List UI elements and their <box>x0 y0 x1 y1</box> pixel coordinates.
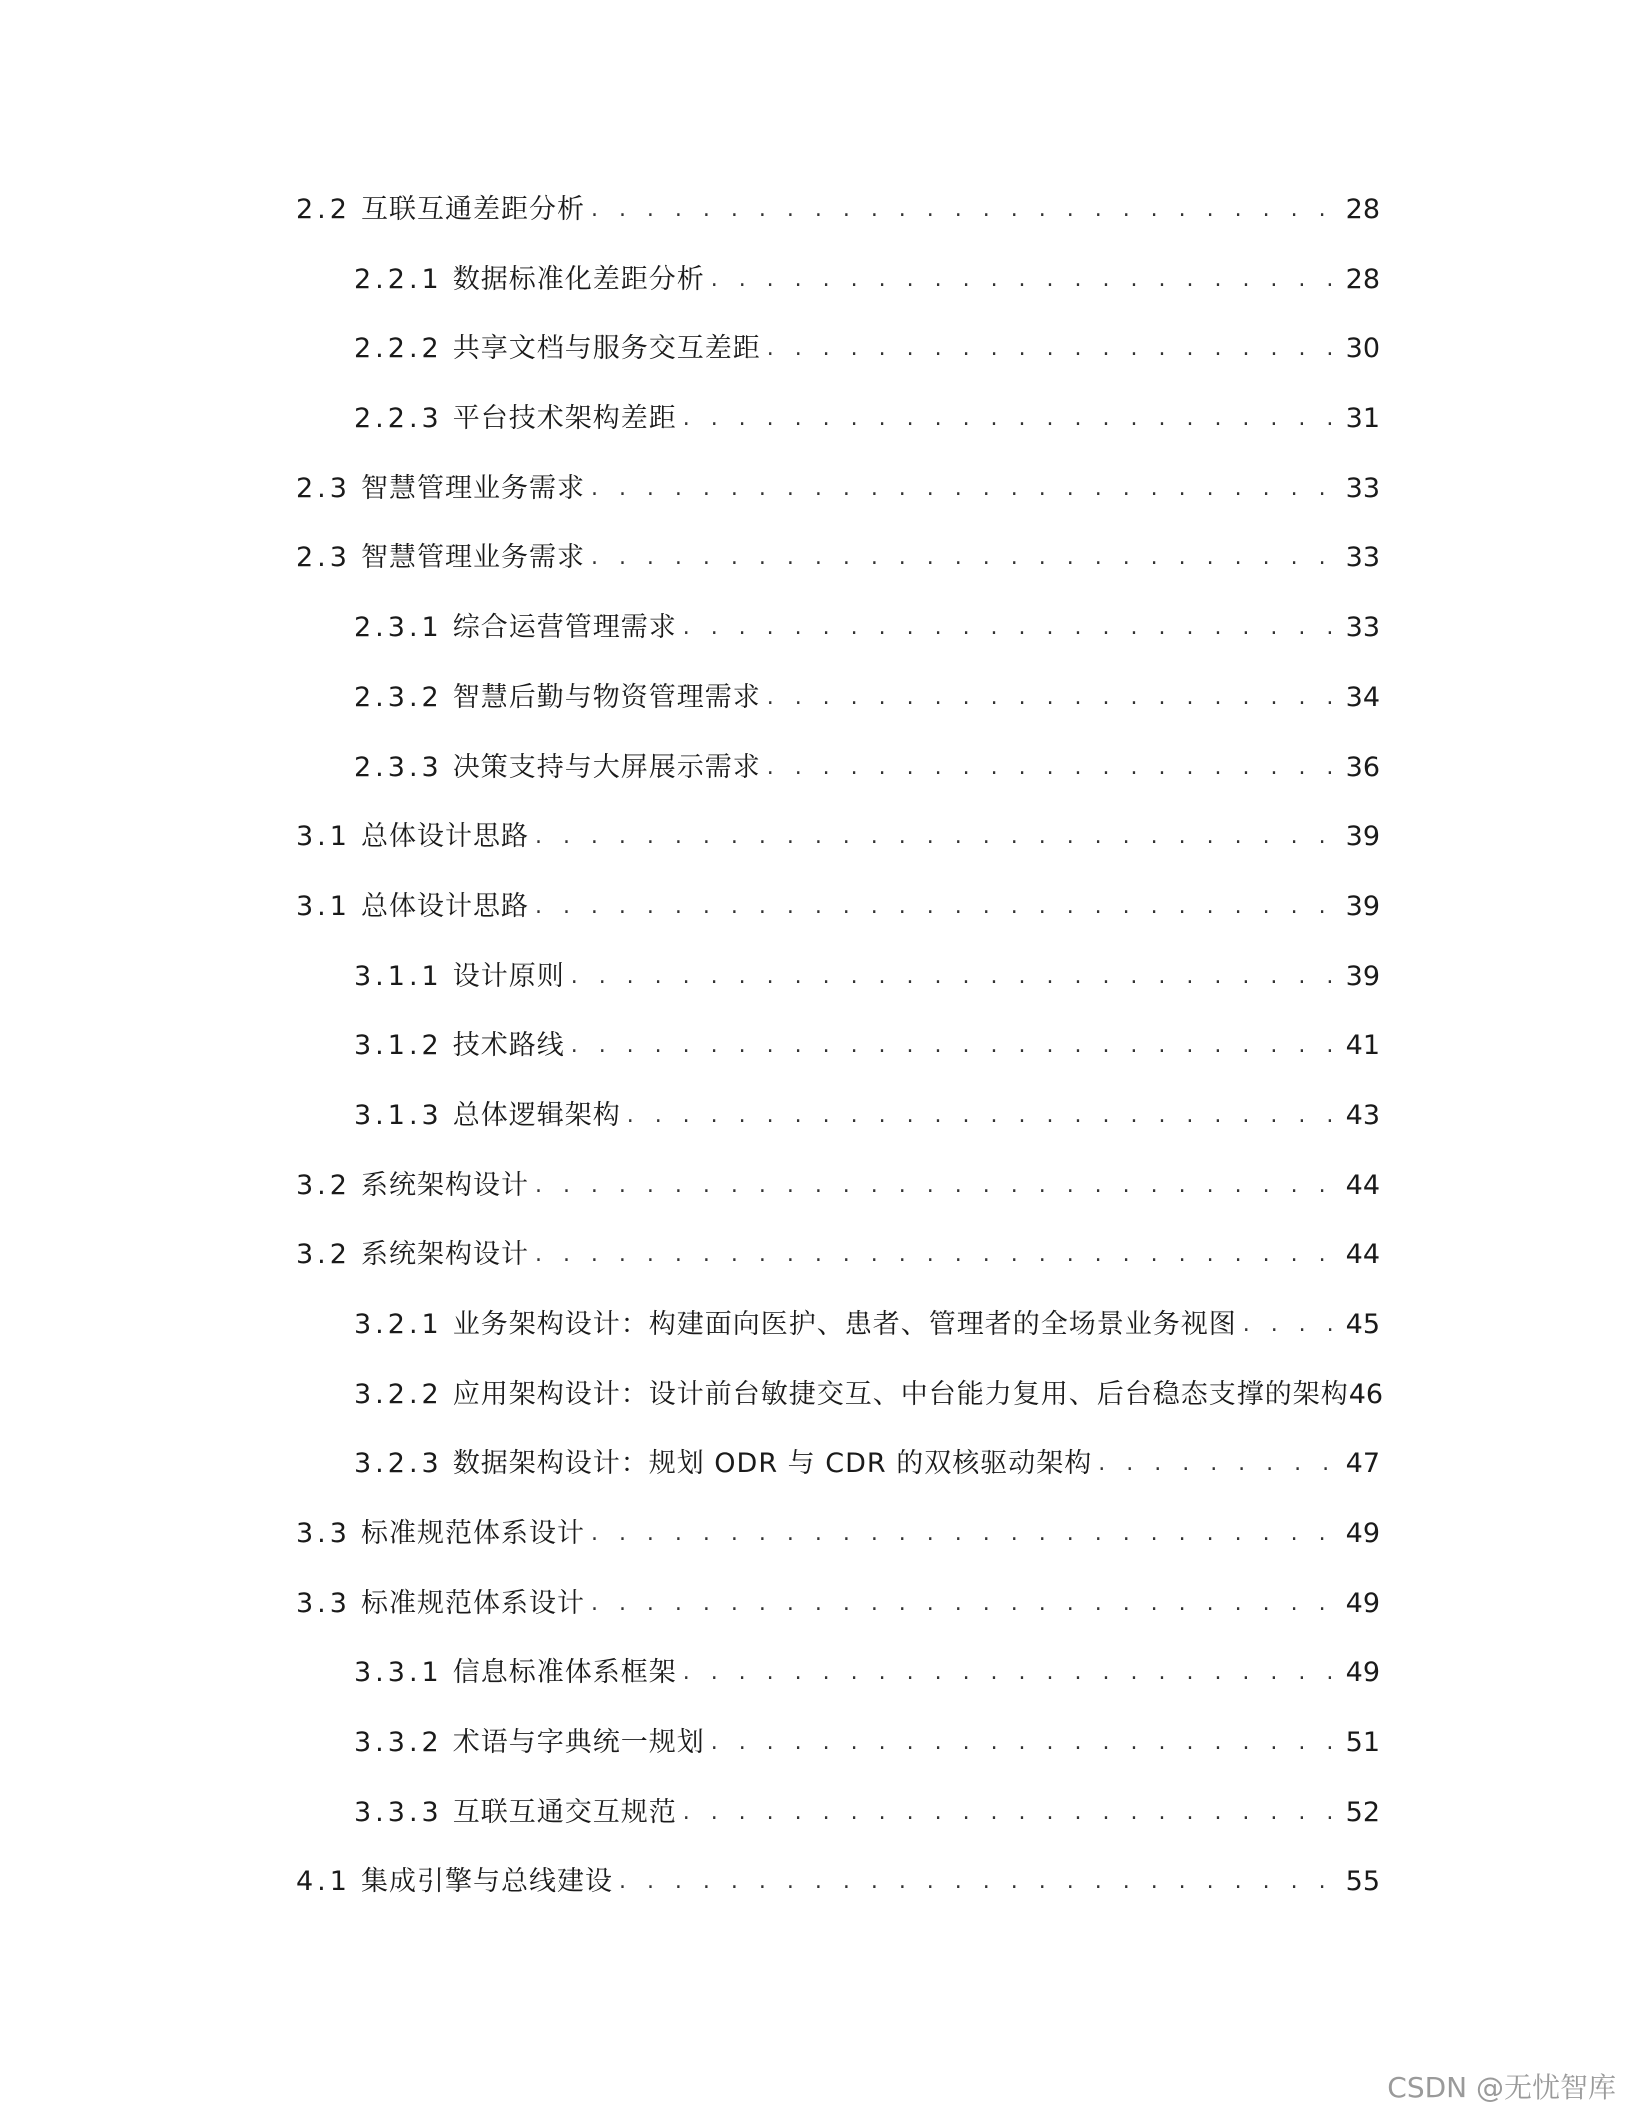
dot-leader <box>711 1723 1338 1763</box>
toc-entry[interactable] <box>354 1026 1380 1066</box>
toc-entry-title: 标准规范体系设计 <box>360 1518 585 1549</box>
toc-entry[interactable] <box>354 1653 1380 1693</box>
toc-entry[interactable] <box>296 190 1380 230</box>
dot-leader <box>591 1514 1338 1554</box>
toc-entry-number: 3.3.2 <box>354 1727 443 1758</box>
toc-entry-title: 技术路线 <box>452 1030 565 1061</box>
toc-entry[interactable] <box>354 608 1380 648</box>
dot-leader <box>767 329 1338 369</box>
dot-leader <box>591 469 1338 509</box>
watermark: CSDN @无忧智库 <box>1387 2071 1616 2104</box>
toc-entry-title: 综合运营管理需求 <box>452 612 677 643</box>
toc-entry-title: 信息标准体系框架 <box>452 1657 677 1688</box>
toc-entry[interactable] <box>296 817 1380 857</box>
toc-entry[interactable] <box>296 1514 1380 1554</box>
toc-entry[interactable] <box>354 1375 1409 1415</box>
toc-entry-number: 2.2.2 <box>354 333 443 364</box>
toc-entry[interactable] <box>354 1305 1380 1345</box>
toc-entry-title: 总体逻辑架构 <box>452 1100 621 1131</box>
dot-leader <box>571 1026 1338 1066</box>
dot-leader <box>535 1235 1338 1275</box>
toc-entry[interactable] <box>354 748 1380 788</box>
toc-entry-page: 51 <box>1345 1727 1380 1758</box>
toc-entry[interactable] <box>296 1862 1380 1902</box>
toc-entry-page: 31 <box>1345 403 1380 434</box>
dot-leader <box>683 1793 1338 1833</box>
dot-leader <box>627 1096 1338 1136</box>
toc-entry-number: 3.2.1 <box>354 1309 443 1340</box>
toc-entry[interactable] <box>296 1235 1380 1275</box>
toc-entry-page: 30 <box>1345 333 1380 364</box>
toc-entry-page: 46 <box>1348 1379 1384 1410</box>
toc-entry-page: 39 <box>1345 961 1380 992</box>
dot-leader <box>535 817 1338 857</box>
toc-entry-page: 43 <box>1345 1100 1380 1131</box>
toc-entry[interactable] <box>354 399 1380 439</box>
toc-entry-number: 3.1.3 <box>354 1100 443 1131</box>
dot-leader <box>535 887 1338 927</box>
toc-entry[interactable] <box>354 260 1380 300</box>
toc-entry-number: 3.1 <box>296 891 351 922</box>
toc-entry-number: 3.3.1 <box>354 1657 443 1688</box>
toc-entry-title: 业务架构设计：构建面向医护、患者、管理者的全场景业务视图 <box>452 1309 1237 1340</box>
toc-entry-title: 互联互通差距分析 <box>360 194 585 225</box>
toc-entry-page: 49 <box>1345 1588 1380 1619</box>
toc-entry-number: 2.3.1 <box>354 612 443 643</box>
toc-entry-title: 智慧管理业务需求 <box>360 542 585 573</box>
dot-leader <box>767 678 1338 718</box>
toc-entry[interactable] <box>354 678 1380 718</box>
dot-leader <box>619 1862 1338 1902</box>
toc-entry-number: 3.2.2 <box>354 1379 443 1410</box>
toc-entry-title: 总体设计思路 <box>360 891 529 922</box>
toc-entry[interactable] <box>296 469 1380 509</box>
toc-entry-number: 3.3 <box>296 1518 351 1549</box>
toc-entry[interactable] <box>354 1096 1380 1136</box>
toc-entry-page: 45 <box>1345 1309 1380 1340</box>
toc-entry-page: 52 <box>1345 1797 1380 1828</box>
dot-leader <box>1243 1305 1338 1345</box>
dot-leader <box>1098 1444 1337 1484</box>
toc-entry-title: 共享文档与服务交互差距 <box>452 333 761 364</box>
toc-entry-title: 总体设计思路 <box>360 821 529 852</box>
toc-entry-title: 系统架构设计 <box>360 1239 529 1270</box>
toc-entry-number: 2.2 <box>296 194 351 225</box>
dot-leader <box>683 608 1338 648</box>
toc-entry-number: 3.3 <box>296 1588 351 1619</box>
toc-entry-number: 2.3.3 <box>354 752 443 783</box>
toc-entry-page: 49 <box>1345 1657 1380 1688</box>
dot-leader <box>535 1166 1338 1206</box>
toc-entry-page: 33 <box>1345 473 1380 504</box>
dot-leader <box>591 538 1338 578</box>
toc-entry-page: 33 <box>1345 542 1380 573</box>
toc-entry-title: 数据标准化差距分析 <box>452 264 705 295</box>
toc-entry-title: 数据架构设计：规划 ODR 与 CDR 的双核驱动架构 <box>452 1448 1093 1479</box>
toc-entry[interactable] <box>354 957 1380 997</box>
toc-entry[interactable] <box>296 887 1380 927</box>
toc-entry-number: 3.1.2 <box>354 1030 443 1061</box>
toc-entry-title: 决策支持与大屏展示需求 <box>452 752 761 783</box>
toc-entry-title: 设计原则 <box>452 961 565 992</box>
toc-entry-title: 系统架构设计 <box>360 1170 529 1201</box>
toc-entry-number: 3.2.3 <box>354 1448 443 1479</box>
toc-entry-page: 47 <box>1345 1448 1380 1479</box>
toc-entry-title: 标准规范体系设计 <box>360 1588 585 1619</box>
toc-entry-number: 3.2 <box>296 1239 351 1270</box>
toc-entry-title: 应用架构设计：设计前台敏捷交互、中台能力复用、后台稳态支撑的架构 <box>452 1379 1349 1410</box>
toc-entry-number: 3.1 <box>296 821 351 852</box>
toc-entry[interactable] <box>296 1166 1380 1206</box>
toc-entry-page: 49 <box>1345 1518 1380 1549</box>
toc-entry[interactable] <box>354 1723 1380 1763</box>
toc-entry[interactable] <box>354 1793 1380 1833</box>
toc-entry-number: 2.2.1 <box>354 264 443 295</box>
toc-entry-page: 28 <box>1345 194 1380 225</box>
toc-entry-number: 3.3.3 <box>354 1797 443 1828</box>
toc-entry-page: 34 <box>1345 682 1380 713</box>
toc-entry-page: 33 <box>1345 612 1380 643</box>
toc-entry-title: 智慧管理业务需求 <box>360 473 585 504</box>
toc-entry-number: 3.2 <box>296 1170 351 1201</box>
toc-entry-number: 2.3 <box>296 473 351 504</box>
toc-entry-title: 术语与字典统一规划 <box>452 1727 705 1758</box>
toc-entry-page: 44 <box>1345 1170 1380 1201</box>
toc-entry[interactable] <box>296 538 1380 578</box>
toc-entry-title: 集成引擎与总线建设 <box>360 1866 613 1897</box>
toc-entry-title: 智慧后勤与物资管理需求 <box>452 682 761 713</box>
toc-entry-page: 39 <box>1345 821 1380 852</box>
toc-entry[interactable] <box>354 1444 1380 1484</box>
dot-leader <box>711 260 1338 300</box>
toc-entry-page: 28 <box>1345 264 1380 295</box>
toc-entry-page: 44 <box>1345 1239 1380 1270</box>
dot-leader <box>571 957 1338 997</box>
toc-entry-page: 55 <box>1345 1866 1380 1897</box>
toc-entry-number: 2.3.2 <box>354 682 443 713</box>
toc-entry-number: 4.1 <box>296 1866 351 1897</box>
toc-entry-page: 36 <box>1345 752 1380 783</box>
toc-entry[interactable] <box>296 1584 1380 1624</box>
toc-entry-number: 2.2.3 <box>354 403 443 434</box>
toc-entry-title: 平台技术架构差距 <box>452 403 677 434</box>
toc-entry-page: 41 <box>1345 1030 1380 1061</box>
toc-entry-number: 3.1.1 <box>354 961 443 992</box>
dot-leader <box>683 1653 1338 1693</box>
toc-entry[interactable] <box>354 329 1380 369</box>
dot-leader <box>591 1584 1338 1624</box>
dot-leader <box>683 399 1338 439</box>
toc-entry-title: 互联互通交互规范 <box>452 1797 677 1828</box>
dot-leader <box>767 748 1338 788</box>
dot-leader <box>591 190 1338 230</box>
toc-entry-number: 2.3 <box>296 542 351 573</box>
toc-entry-page: 39 <box>1345 891 1380 922</box>
